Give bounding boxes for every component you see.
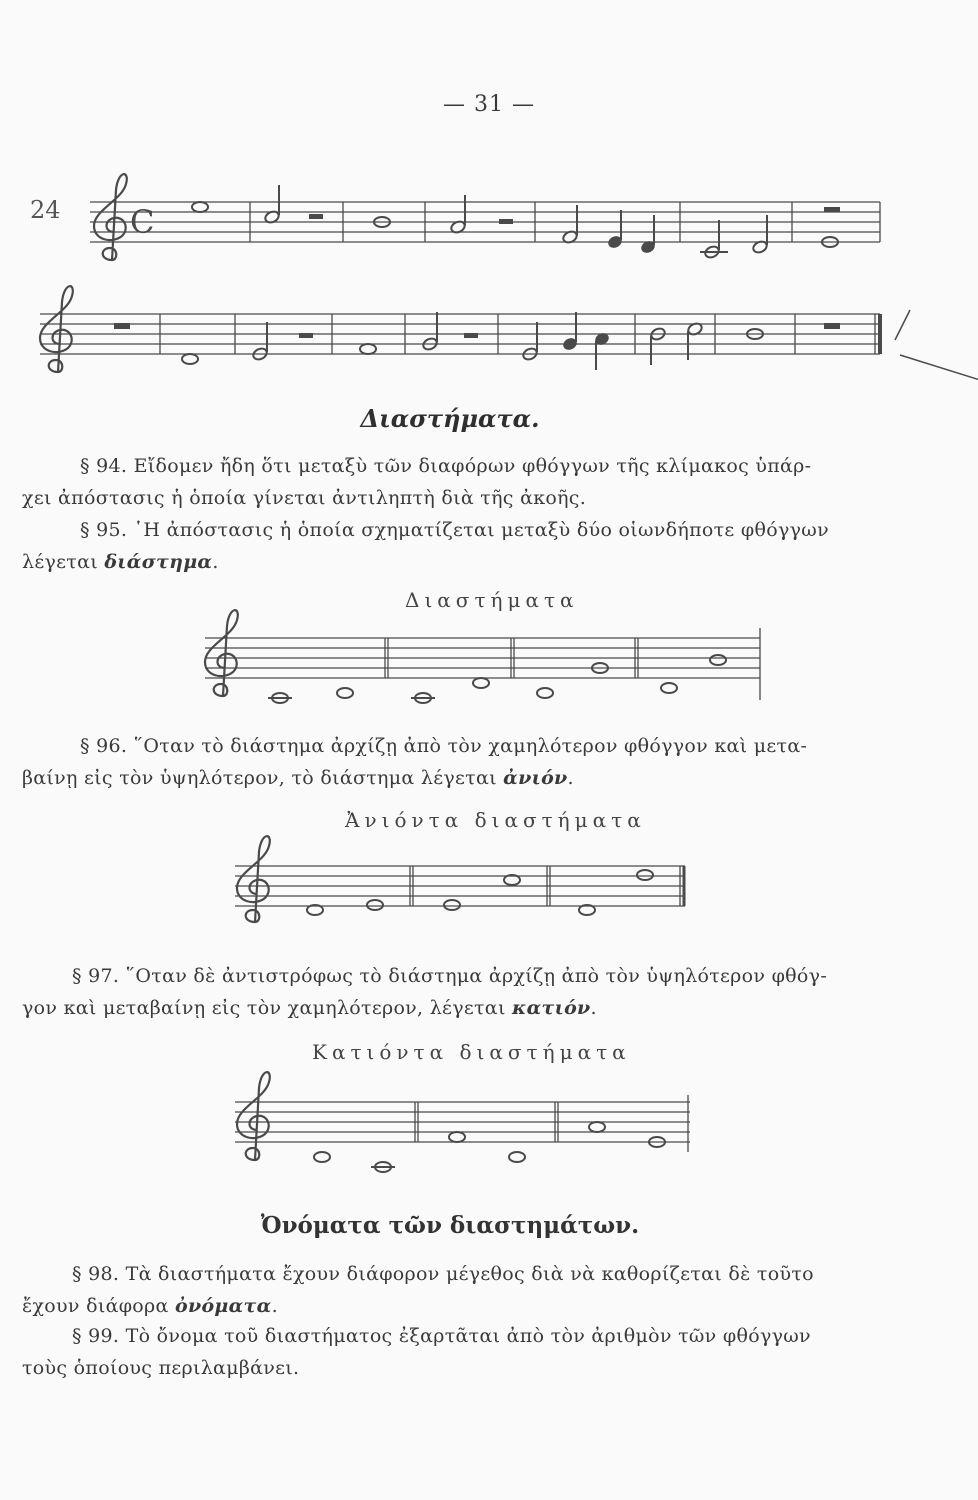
- punctuation: .: [567, 767, 574, 789]
- caption-descending: Κατιόντα διαστήματα: [312, 1040, 631, 1064]
- paragraph-text: ἔχουν διάφορα: [22, 1295, 169, 1317]
- paragraph-text: Τὰ διαστήματα ἔχουν διάφορον μέγεθος διὰ νὰ καθορίζεται δὲ τοῦτο: [125, 1263, 814, 1285]
- paragraph-text: ῞Οταν δὲ ἀντιστρόφως τὸ διάστημα ἀρχίζῃ ἀπὸ τὸν ὑψηλότερον φθόγ-: [125, 965, 828, 987]
- section-marker: § 96.: [80, 735, 128, 757]
- section-marker: § 95.: [80, 519, 128, 541]
- paragraph-text: βαίνῃ εἰς τὸν ὑψηλότερον, τὸ διάστημα λέγεται: [22, 767, 497, 789]
- exercise-number: 24: [30, 196, 61, 224]
- paragraph-text: χει ἀπόστασις ἡ ὁποία γίνεται ἀντιληπτὴ διὰ τῆς ἀκοῆς.: [22, 487, 587, 509]
- paragraph-text: ῾Η ἀπόστασις ἡ ὁποία σχηματίζεται μεταξὺ δύο οἱωνδήποτε φθόγγων: [133, 519, 829, 541]
- term: ὀνόματα: [175, 1295, 272, 1317]
- paragraph-95: [22, 514, 882, 578]
- intervals-staff: [195, 600, 775, 710]
- exercise-staff-1: [60, 160, 890, 280]
- paragraph-96: [22, 730, 882, 794]
- term: ἀνιόν: [503, 767, 568, 789]
- treble-clef-icon: [237, 1072, 270, 1160]
- paragraph-text: λέγεται: [22, 551, 98, 573]
- section-marker: § 98.: [72, 1263, 120, 1285]
- descending-staff: [225, 1060, 705, 1180]
- punctuation: .: [590, 997, 597, 1019]
- paragraph-94: [22, 450, 882, 514]
- term: διάστημα: [104, 551, 213, 573]
- section-title: Διαστήματα.: [360, 404, 540, 433]
- caption-ascending: Ἀνιόντα διαστήματα: [345, 808, 646, 832]
- caption-intervals: Διαστήματα: [405, 588, 579, 612]
- subheading: Ὀνόματα τῶν διαστημάτων.: [260, 1212, 640, 1239]
- treble-clef-icon: [205, 610, 238, 696]
- treble-clef-icon: [94, 174, 127, 260]
- section-marker: § 99.: [72, 1325, 120, 1347]
- paragraph-text: γον καὶ μεταβαίνῃ εἰς τὸν χαμηλότερον, λέγεται: [22, 997, 506, 1019]
- punctuation: .: [212, 551, 219, 573]
- punctuation: .: [271, 1295, 278, 1317]
- ascending-staff: [225, 826, 695, 936]
- section-marker: § 94.: [80, 455, 128, 477]
- treble-clef-icon: [40, 286, 73, 372]
- time-signature: C: [130, 203, 155, 241]
- section-marker: § 97.: [72, 965, 120, 987]
- term: κατιόν: [512, 997, 591, 1019]
- paragraph-97: [22, 960, 882, 1024]
- exercise-staff-2: [30, 280, 910, 390]
- page-number: — 31 —: [443, 92, 535, 117]
- paragraph-text: Τὸ ὄνομα τοῦ διαστήματος ἐξαρτᾶται ἀπὸ τὸν ἀριθμὸν τῶν φθόγγων: [125, 1325, 811, 1347]
- paragraph-98: [22, 1258, 882, 1322]
- paragraph-text: ῞Οταν τὸ διάστημα ἀρχίζῃ ἀπὸ τὸν χαμηλότερον φθόγγον καὶ μετα-: [133, 735, 808, 757]
- treble-clef-icon: [237, 836, 270, 922]
- paragraph-text: Εἴδομεν ἤδη ὅτι μεταξὺ τῶν διαφόρων φθόγγων τῆς κλίμακος ὑπάρ-: [133, 455, 812, 477]
- paragraph-99: [22, 1320, 882, 1384]
- paragraph-text: τοὺς ὁποίους περιλαμβάνει.: [22, 1357, 300, 1379]
